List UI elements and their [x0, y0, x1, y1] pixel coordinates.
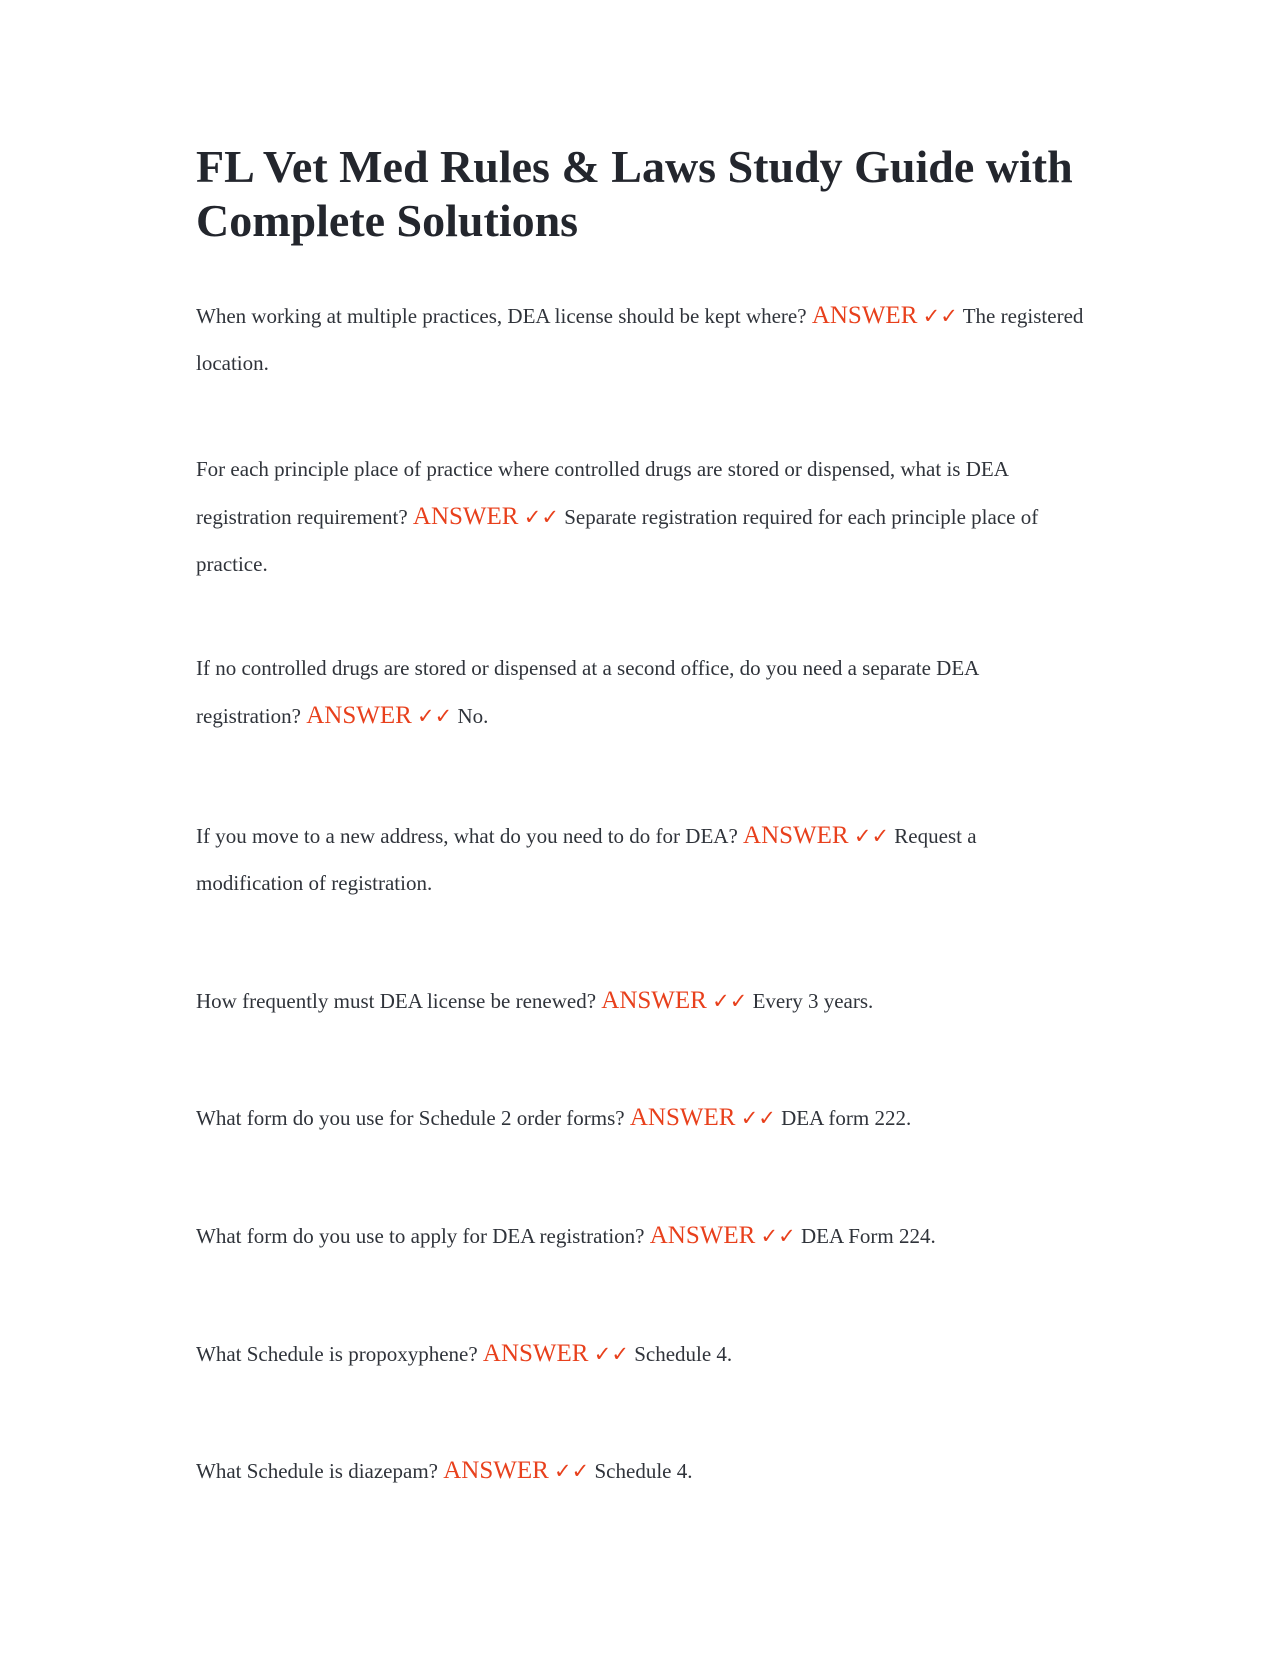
question-text: When working at multiple practices, DEA license should be kept where? [196, 304, 807, 328]
answer-text: Schedule 4. [634, 1342, 733, 1366]
answer-text: No. [457, 704, 489, 728]
answer-text: Request a modification of registration. [196, 824, 977, 895]
question-text: What Schedule is diazepam? [196, 1459, 438, 1483]
answer-text: DEA form 222. [781, 1106, 912, 1130]
question-text: What Schedule is propoxyphene? [196, 1342, 478, 1366]
qa-item-1 [196, 292, 1086, 387]
qa-item-7 [196, 1212, 1086, 1260]
qa-item-8 [196, 1330, 1086, 1378]
qa-item-2 [196, 446, 1086, 588]
answer-label: ANSWER [482, 1340, 589, 1367]
answer-label: ANSWER [649, 1222, 756, 1249]
document-header [196, 140, 1096, 248]
answer-text: Schedule 4. [594, 1459, 693, 1483]
answer-label: ANSWER [629, 1104, 736, 1131]
question-text: If no controlled drugs are stored or dispensed at a second office, do you need a separate DEA registration? [196, 656, 979, 728]
check-marks-icon: ✓✓ [712, 989, 748, 1013]
answer-text: The registered location. [196, 304, 1084, 375]
answer-label: ANSWER [811, 302, 918, 329]
page-title: FL Vet Med Rules & Laws Study Guide with Complete Solutions [196, 141, 1073, 246]
answer-label: ANSWER [743, 822, 849, 849]
question-text: If you move to a new address, what do you need to do for DEA? [196, 824, 738, 848]
answer-label: ANSWER [412, 503, 519, 530]
answer-label: ANSWER [601, 987, 707, 1014]
question-text: What form do you use for Schedule 2 order forms? [196, 1106, 625, 1130]
check-marks-icon: ✓✓ [740, 1106, 776, 1130]
answer-text: Every 3 years. [752, 989, 874, 1013]
answer-label: ANSWER [443, 1457, 549, 1484]
answer-label: ANSWER [306, 702, 412, 729]
check-marks-icon: ✓✓ [554, 1459, 590, 1483]
question-text: How frequently must DEA license be renewed? [196, 989, 597, 1013]
answer-text: Separate registration required for each principle place of practice. [196, 505, 1039, 576]
check-marks-icon: ✓✓ [853, 824, 890, 848]
qa-item-4 [196, 812, 1086, 907]
question-text: For each principle place of practice where controlled drugs are stored or dispensed, what is DEA registration requirement? [196, 457, 1008, 529]
qa-item-5 [196, 977, 1086, 1025]
qa-item-6 [196, 1094, 1086, 1142]
check-marks-icon: ✓✓ [593, 1342, 629, 1366]
qa-item-9 [196, 1447, 1086, 1495]
check-marks-icon: ✓✓ [417, 704, 453, 728]
qa-item-3 [196, 645, 1086, 740]
question-text: What form do you use to apply for DEA registration? [196, 1224, 645, 1248]
check-marks-icon: ✓✓ [922, 304, 958, 328]
check-marks-icon: ✓✓ [523, 505, 559, 529]
check-marks-icon: ✓✓ [760, 1224, 796, 1248]
answer-text: DEA Form 224. [801, 1224, 936, 1248]
